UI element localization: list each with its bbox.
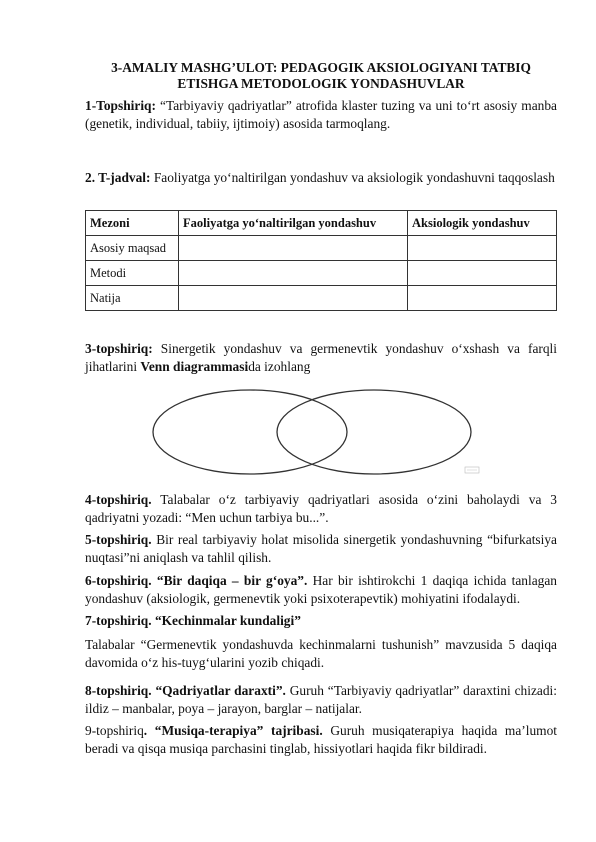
venn-diagram xyxy=(150,387,495,477)
table-cell-empty[interactable] xyxy=(179,286,408,311)
task-9-label-plain: 9-topshiriq xyxy=(85,723,144,738)
table-header-row xyxy=(86,211,557,236)
task-1-text: “Tarbiyaviy qadriyatlar” atrofida klaster tuzing va uni to‘rt asosiy manba (genetik, individual, tabiiy, ijtimoiy) asosida tarmoqlang. xyxy=(85,98,557,131)
table-cell-empty[interactable] xyxy=(408,261,557,286)
table-header-cell: Aksiologik yondashuv xyxy=(408,211,557,236)
table-row-label: Metodi xyxy=(86,261,179,286)
table-cell-empty[interactable] xyxy=(179,236,408,261)
table-row-label: Asosiy maqsad xyxy=(86,236,179,261)
task-4 xyxy=(85,491,557,527)
task-7-text: Talabalar “Germenevtik yondashuvda kechinmalarni tushunish” mavzusida 5 daqiqa davomida o‘z his-tuyg‘ularini yozib chiqadi. xyxy=(85,637,557,670)
task-6-text: Har bir ishtirokchi 1 daqiqa ichida tanlagan yondashuv (aksiologik, germenevtik yoki psixoterapevtik) mohiyatini ifodalaydi. xyxy=(85,573,557,606)
task-6-label: 6-topshiriq. “Bir daqiqa – bir g‘oya”. xyxy=(85,573,308,588)
table-cell-empty[interactable] xyxy=(408,236,557,261)
table-cell-empty[interactable] xyxy=(408,286,557,311)
task-9-label: . “Musiqa-terapiya” tajribasi. xyxy=(143,723,323,738)
task-7 xyxy=(85,612,557,672)
task-7-label: 7-topshiriq. “Kechinmalar kundaligi” xyxy=(85,613,301,628)
venn-left-ellipse xyxy=(153,390,347,474)
task-4-text: Talabalar o‘z tarbiyaviy qadriyatlari asosida o‘zini baholaydi va 3 qadriyatni yozadi: “Men uchun tarbiya bu...”. xyxy=(85,492,557,525)
table-row-label: Natija xyxy=(86,286,179,311)
task-3-label: 3-topshiriq: xyxy=(85,341,153,356)
task-5-text: Bir real tarbiyaviy holat misolida sinergetik yondashuvning “bifurkatsiya nuqtasi”ni aniqlash va tahlil qilish. xyxy=(85,532,557,565)
task-8-text: Guruh “Tarbiyaviy qadriyatlar” daraxtini chizadi: ildiz – manbalar, poya – jarayon, barglar – natijalar. xyxy=(85,683,558,716)
task-4-label: 4-topshiriq. xyxy=(85,492,152,507)
task-3 xyxy=(85,340,557,376)
watermark-icon xyxy=(465,467,479,473)
task-9 xyxy=(85,722,557,758)
task-3-bold-term: Venn diagrammasi xyxy=(140,359,249,374)
task-3-text: Sinergetik yondashuv va germenevtik yondashuv o‘xshash va farqli jihatlarini xyxy=(85,341,557,374)
table-header-cell: Mezoni xyxy=(86,211,179,236)
task-9-text: Guruh musiqaterapiya haqida ma’lumot beradi va qisqa musiqa parchasini tinglab, hissiyotlari haqida fikr bildiradi. xyxy=(85,723,557,756)
venn-right-ellipse xyxy=(277,390,471,474)
task-6 xyxy=(85,572,557,608)
task-8 xyxy=(85,682,557,718)
comparison-table xyxy=(85,210,557,311)
page-title xyxy=(85,60,557,92)
task-1 xyxy=(85,97,557,133)
task-5 xyxy=(85,531,557,567)
task-1-label: 1-Topshiriq: xyxy=(85,98,156,113)
task-3-text-after: da izohlang xyxy=(248,359,311,374)
task-2-text: Faoliyatga yo‘naltirilgan yondashuv va aksiologik yondashuvni taqqoslash xyxy=(153,170,555,185)
task-2 xyxy=(85,169,557,187)
table-row xyxy=(86,236,557,261)
title-line-2: ETISHGA METODOLOGIK YONDASHUVLAR xyxy=(177,76,465,91)
table-row xyxy=(86,261,557,286)
table-header-cell: Faoliyatga yo‘naltirilgan yondashuv xyxy=(179,211,408,236)
title-line-1: 3-AMALIY MASHG’ULOT: PEDAGOGIK AKSIOLOGIYANI TATBIQ xyxy=(111,60,531,75)
task-2-label: 2. T-jadval: xyxy=(85,170,151,185)
task-5-label: 5-topshiriq. xyxy=(85,532,152,547)
task-8-label: 8-topshiriq. “Qadriyatlar daraxti”. xyxy=(85,683,286,698)
table-cell-empty[interactable] xyxy=(179,261,408,286)
table-row xyxy=(86,286,557,311)
